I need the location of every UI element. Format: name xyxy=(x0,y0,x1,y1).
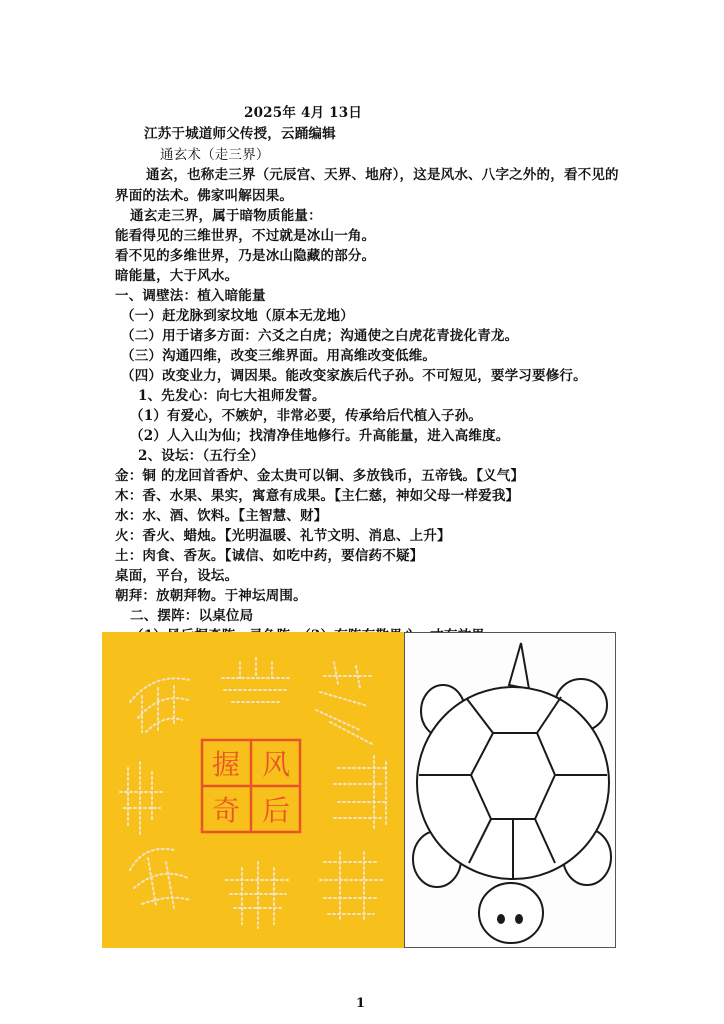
body-line: （四）改变业力，调因果。能改变家族后代子孙。不可短见，要学习要修行。 xyxy=(121,368,587,384)
body-line: 木：香、水果、果实，寓意有成果。【主仁慈，神如父母一样爱我】 xyxy=(115,488,520,504)
body-line: （二）用于诸多方面：六爻之白虎；沟通使之白虎花青拢化青龙。 xyxy=(121,328,519,344)
body-line: 能看得见的三维世界，不过就是冰山一角。 xyxy=(115,228,376,244)
body-line: （1）有爱心，不嫉妒，非常必要，传承给后代植入子孙。 xyxy=(130,408,483,424)
body-line: （一）赶龙脉到家坟地（原本无龙地） xyxy=(121,308,354,324)
page-number: 1 xyxy=(356,996,366,1011)
body-line: 通玄，也称走三界（元辰宫、天界、地府），这是风水、八字之外的，看不见的 xyxy=(146,167,619,183)
turtle-eye xyxy=(515,914,523,924)
seal-character: 握 xyxy=(211,750,241,781)
body-line: 朝拜：放朝拜物。于神坛周围。 xyxy=(115,588,307,604)
turtle-drawing xyxy=(405,633,615,947)
document-title: 通玄术（走三界） xyxy=(160,147,270,163)
turtle-formation-figure xyxy=(404,632,616,948)
section-heading: 一、调壁法：植入暗能量 xyxy=(115,288,266,304)
body-line: （三）沟通四维，改变三维界面。用高维改变低维。 xyxy=(121,348,437,364)
body-line: （2）人入山为仙；找清净佳地修行。升高能量，进入高维度。 xyxy=(130,428,510,444)
body-line: 水：水、酒、饮料。【主智慧、财】 xyxy=(115,508,328,524)
seal-character: 后 xyxy=(261,796,291,827)
seal-character: 风 xyxy=(261,750,291,781)
turtle-tail xyxy=(509,643,529,689)
bagua-formation-drawing xyxy=(102,632,404,948)
document-author: 江苏于城道师父传授，云踊编辑 xyxy=(144,126,336,142)
bagua-formation-figure xyxy=(102,632,404,948)
body-line: 金：铜 的龙回首香炉、金太贵可以铜、多放钱币，五帝钱。【义气】 xyxy=(115,468,525,484)
body-line: 桌面，平台，设坛。 xyxy=(115,568,239,584)
body-line: 1、先发心：向七大祖师发誓。 xyxy=(138,388,326,404)
turtle-head xyxy=(479,883,543,943)
body-line: 界面的法术。佛家叫解因果。 xyxy=(115,188,294,204)
body-line: 暗能量，大于风水。 xyxy=(115,268,239,284)
document-date: 2025年 4月 13日 xyxy=(244,105,363,121)
seal-character: 奇 xyxy=(211,796,241,827)
body-line: 通玄走三界，属于暗物质能量： xyxy=(130,208,322,224)
body-line: 火：香火、蜡烛。【光明温暖、礼节文明、消息、上升】 xyxy=(115,528,451,544)
body-line: 2、设坛：（五行全） xyxy=(138,448,265,464)
body-line: 看不见的多维世界，乃是冰山隐藏的部分。 xyxy=(115,248,376,264)
section-heading: 二、摆阵：以桌位局 xyxy=(130,608,254,624)
turtle-eye xyxy=(497,914,505,924)
body-line: 土：肉食、香灰。【诚信、如吃中药，要信药不疑】 xyxy=(115,548,424,564)
